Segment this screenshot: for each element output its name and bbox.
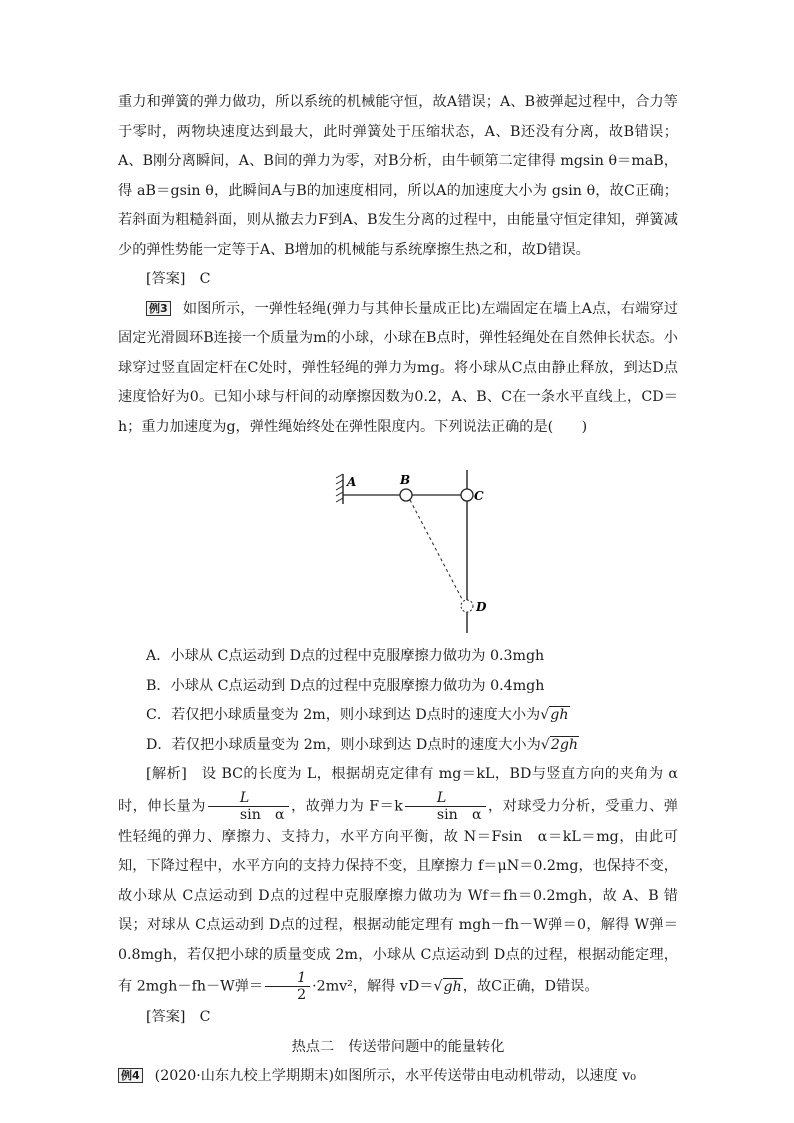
solution-paragraph <box>118 760 678 1003</box>
option-c-radicand: gh <box>550 707 569 723</box>
solution-paragraph-prev: 重力和弹簧的弹力做功，所以系统的机械能守恒，故A错误；A、B被弹起过程中，合力等于零时，两物块速度达到最大，此时弹簧处于压缩状态，A、B还没有分离，故B错误；A、B刚分离瞬间，A、B间的弹力为零，对B分析，由牛顿第二定律得 mgsin θ＝maB，得 aB＝gsin θ，此瞬间A与B的加速度相同，所以A的加速度大小为 gsin θ，故C正确；若斜面为粗糙斜面，则从撤去力F到A、B发生分离的过程中，由能量守恒定律知，弹簧减少的弹性势能一定等于A、B增加的机械能与系统摩擦生热之和，故D错误。 <box>118 94 678 258</box>
fraction-2-denominator: sin α <box>436 806 482 823</box>
solution-text-b: ，故弹力为 F＝k <box>290 798 403 814</box>
example-3-question <box>118 295 678 443</box>
section-title: 热点二 传送带问题中的能量转化 <box>291 1038 505 1055</box>
solution-text-a: [解析] 设 BC的长度为 L，根据胡克定律有 mg＝kL，BD与竖直方向的夹角为 α 时，伸长量为 <box>118 766 678 814</box>
document-page <box>118 88 678 1092</box>
option-a: A．小球从 C点运动到 D点的过程中克服摩擦力做功为 0.3mgh <box>146 648 545 664</box>
sqrt-sign: √ <box>540 707 550 723</box>
ring-b <box>400 489 412 501</box>
label-b: B <box>400 473 411 487</box>
ball-c <box>461 489 473 501</box>
answer-line-2: [答案] C <box>146 1009 211 1025</box>
fraction-2-numerator: L <box>405 790 486 807</box>
solution-text-c: ，对球受力分析，受重力、弹性轻绳的弹力、摩擦力、支持力，水平方向平衡，故 N＝Fsin α＝kL＝mg，由此可知，下降过程中，水平方向的支持力保持不变，且摩擦力 f＝μN＝0.2mg，也保持不变，故小球从 C点运动到 D点的过程中克服摩擦力做功为 Wf＝fh＝0.2mgh，故 A、B 错误；对球从 C点运动到 D点的过程，根据动能定理有 mgh－fh－W弹＝0，解得 W弹＝0.8mgh，若仅把小球的质量变成 2m，小球从 C点运动到 D点的过程，根据动能定理，有 2mgh－fh－W弹＝ <box>118 798 678 995</box>
option-d-text: D．若仅把小球质量变为 2m，则小球到达 D点时的速度大小为 <box>146 736 541 753</box>
ball-d <box>461 600 473 612</box>
option-d <box>118 731 678 761</box>
dashed-rope-bd <box>410 500 463 601</box>
solution-text-e: ，故C正确，D错误。 <box>462 978 599 995</box>
example-3-text: 如图所示，一弹性轻绳(弹力与其伸长量成正比)左端固定在墙上A点，右端穿过固定光滑圆环B连接一个质量为m的小球，小球在B点时，弹性轻绳处在自然伸长状态。小球穿过竖直固定杆在C处时，弹性轻绳的弹力为mg。将小球从C点由静止释放，到达D点速度恰好为0。已知小球与杆间的动摩擦因数为0.2，A、B、C在一条水平直线上，CD＝h；重力加速度为g，弹性绳始终处在弹性限度内。下列说法正确的是( ) <box>118 300 678 435</box>
option-c <box>118 701 678 731</box>
example-3-badge: 例3 <box>146 301 171 316</box>
sqrt-sign: √ <box>433 978 443 995</box>
label-a: A <box>347 475 357 489</box>
fraction-3 <box>265 970 310 1003</box>
answer-line-1: [答案] C <box>146 271 211 287</box>
example-4-question <box>118 1062 678 1092</box>
wall-hatch <box>336 474 343 502</box>
example-4-badge: 例4 <box>118 1068 143 1083</box>
fraction-1-denominator: sin α <box>239 806 285 823</box>
physics-figure <box>118 442 678 642</box>
fraction-1-numerator: L <box>208 790 289 807</box>
sqrt-sign: √ <box>540 736 550 753</box>
fraction-1 <box>208 790 289 823</box>
fraction-2 <box>405 790 486 823</box>
solution-radicand: gh <box>443 978 462 995</box>
rope-ring-rod-diagram <box>333 448 493 638</box>
option-d-radicand: 2gh <box>550 736 579 753</box>
fraction-3-denominator: 2 <box>297 987 307 1003</box>
fraction-3-numerator: 1 <box>265 970 310 987</box>
option-b: B．小球从 C点运动到 D点的过程中克服摩擦力做功为 0.4mgh <box>146 677 545 694</box>
label-d: D <box>476 600 487 614</box>
solution-text-d: ·2mv²，解得 vD＝ <box>312 978 434 995</box>
example-4-text: (2020·山东九校上学期期末)如图所示，水平传送带由电动机带动，以速度 v₀ <box>154 1068 636 1084</box>
label-c: C <box>474 489 484 503</box>
option-c-text: C．若仅把小球质量变为 2m，则小球到达 D点时的速度大小为 <box>146 707 541 723</box>
